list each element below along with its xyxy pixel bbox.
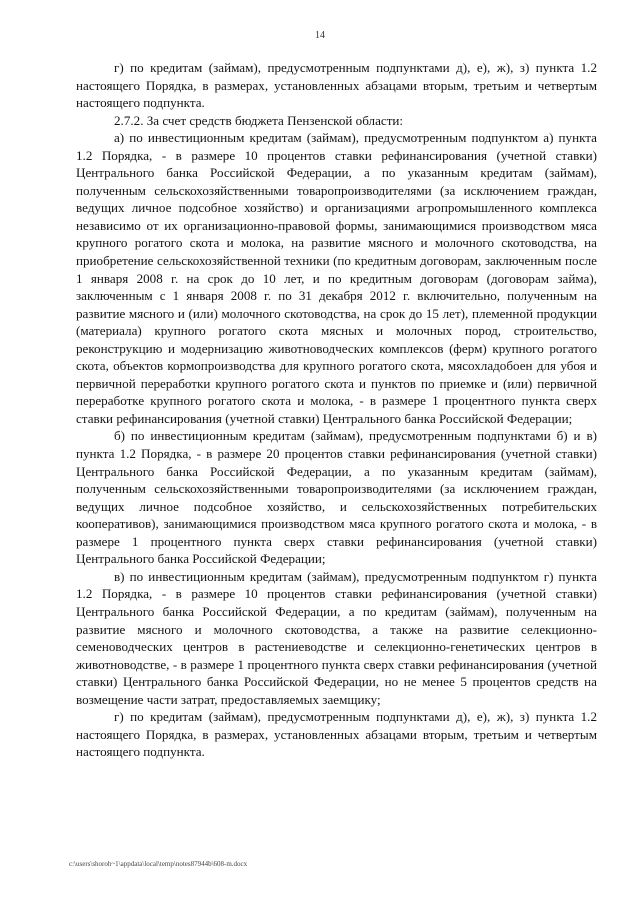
- paragraph-g-intro: г) по кредитам (займам), предусмотренным подпунктами д), е), ж), з) пункта 1.2 настоящего Порядка, в размерах, установленных абзацами вторым, третьим и четвертым настоящего подпункта.: [76, 60, 597, 111]
- paragraph-a: а) по инвестиционным кредитам (займам), предусмотренным подпунктом а) пункта 1.2 Порядка, - в размере 10 процентов ставки рефинансирования (учетной ставки) Центрального банка Российской Федерации, а по указанным кредитам (займам), полученным сельскохозяйственными товаропроизводителями (за исключением граждан, ведущих личное подсобное хозяйство) и организациями агропромышленного комплекса независимо от их организационно-правовой формы, занимающимися производством мяса крупного рогатого скота и молока, на развитие мясного и молочного скотоводства, на приобретение сельскохозяйственной техники (по кредитным договорам, заключенным после 1 января 2008 г. на срок до 10 лет, и по кредитным договорам (договорам займа), заключенным с 1 января 2008 г. по 31 декабря 2012 г. включительно, полученным на развитие мясного и (или) молочного скотоводства, на срок до 15 лет), племенной продукции (материала) крупного рогатого скота мясных и молочных пород, строительство, реконструкцию и модернизацию животноводческих комплексов (ферм) крупного рогатого скота, объектов кормопроизводства для крупного рогатого скота, мясохладобоен для убоя и первичной переработки крупного рогатого скота и пунктов по приемке и (или) первичной переработке крупного рогатого скота и молока, - в размере 1 процентного пункта сверх ставки рефинансирования (учетной ставки) Центрального банка Российской Федерации;: [76, 130, 597, 426]
- section-heading-2-7-2: 2.7.2. За счет средств бюджета Пензенской области:: [114, 112, 404, 128]
- document-body: [76, 59, 597, 761]
- page-number: 14: [315, 30, 325, 41]
- paragraph-b: б) по инвестиционным кредитам (займам), предусмотренным подпунктами б) и в) пункта 1.2 Порядка, - в размере 20 процентов ставки рефинансирования (учетной ставки) Центрального банка Российской Федерации, а по указанным кредитам (займам), полученным сельскохозяйственными товаропроизводителями (за исключением граждан, ведущих личное подсобное хозяйство, и сельскохозяйственных потребительских кооперативов), занимающимися производством мяса крупного рогатого скота и молока, - в размере 1 процентного пункта сверх ставки рефинансирования (учетной ставки) Центрального банка Российской Федерации;: [76, 428, 597, 567]
- file-path-footer: c:\users\shoroh~1\appdata\local\temp\notes87944b\608-m.docx: [69, 860, 248, 868]
- paragraph-v: в) по инвестиционным кредитам (займам), предусмотренным подпунктом г) пункта 1.2 Порядка, - в размере 10 процентов ставки рефинансирования (учетной ставки) Центрального банка Российской Федерации, а по кредитам (займам), полученным на развитие мясного и молочного скотоводства, а также на развитие селекционно-семеноводческих центров в растениеводстве и селекционно-генетических центров в животноводстве, - в размере 1 процентного пункта сверх ставки рефинансирования (учетной ставки) Центрального банка Российской Федерации, но не менее 5 процентов средств на возмещение части затрат, предоставляемых заемщику;: [76, 568, 597, 707]
- paragraph-g: г) по кредитам (займам), предусмотренным подпунктами д), е), ж), з) пункта 1.2 настоящего Порядка, в размерах, установленных абзацами вторым, третьим и четвертым настоящего подпункта.: [76, 709, 597, 760]
